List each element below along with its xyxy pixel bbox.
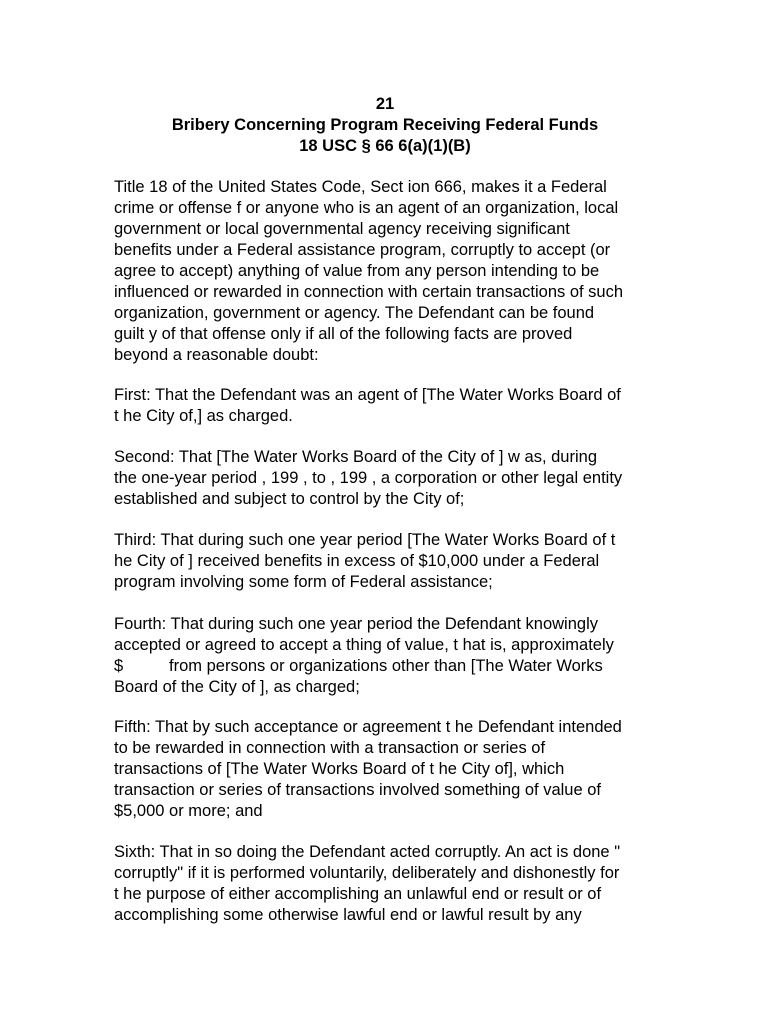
- paragraph-line: Title 18 of the United States Code, Sect ion 666, makes it a Federal: [114, 178, 607, 196]
- paragraph-intro: [114, 177, 674, 366]
- paragraph-line: accepted or agreed to accept a thing of value, t hat is, approximately: [114, 636, 614, 654]
- paragraph-line: corruptly" if it is performed voluntarily, deliberately and dishonestly for: [114, 864, 620, 882]
- paragraph-line: transactions of [The Water Works Board of t he City of], which: [114, 760, 565, 778]
- paragraph-line: he City of ] received benefits in excess of $10,000 under a Federal: [114, 552, 600, 570]
- paragraph-fifth-element: [114, 717, 674, 822]
- paragraph-line: Second: That [The Water Works Board of the City of ] w as, during: [114, 448, 597, 466]
- paragraph-line: transaction or series of transactions involved something of value of: [114, 781, 602, 799]
- paragraph-line: program involving some form of Federal assistance;: [114, 573, 493, 591]
- paragraph-line: government or local governmental agency receiving significant: [114, 220, 570, 238]
- paragraph-line: crime or offense f or anyone who is an agent of an organization, local: [114, 199, 619, 217]
- paragraph-line: Fifth: That by such acceptance or agreement t he Defendant intended: [114, 718, 622, 736]
- paragraph-fourth-element: [114, 614, 674, 698]
- paragraph-second-element: [114, 447, 674, 510]
- paragraph-third-element: [114, 530, 674, 593]
- paragraph-line: influenced or rewarded in connection with certain transactions of such: [114, 283, 624, 301]
- paragraph-first-element: [114, 385, 674, 427]
- statute-citation: 18 USC § 66 6(a)(1)(B): [299, 137, 471, 155]
- paragraph-line: Board of the City of ], as charged;: [114, 678, 360, 696]
- paragraph-line: Fourth: That during such one year period the Defendant knowingly: [114, 615, 598, 633]
- paragraph-line: Sixth: That in so doing the Defendant acted corruptly. An act is done ": [114, 843, 621, 861]
- paragraph-line: the one-year period , 199 , to , 199 , a corporation or other legal entity: [114, 469, 623, 487]
- paragraph-line: agree to accept) anything of value from any person intending to be: [114, 262, 600, 280]
- paragraph-line: $5,000 or more; and: [114, 802, 263, 820]
- paragraph-line: First: That the Defendant was an agent of [The Water Works Board of: [114, 386, 621, 404]
- paragraph-line: benefits under a Federal assistance program, corruptly to accept (or: [114, 241, 611, 259]
- paragraph-sixth-element: [114, 842, 674, 926]
- paragraph-line: Third: That during such one year period [The Water Works Board of t: [114, 531, 616, 549]
- paragraph-line: t he purpose of either accomplishing an unlawful end or result or of: [114, 885, 602, 903]
- paragraph-line: $ from persons or organizations other than [The Water Works: [114, 657, 603, 675]
- paragraph-line: beyond a reasonable doubt:: [114, 346, 319, 364]
- paragraph-line: established and subject to control by the City of;: [114, 490, 465, 508]
- paragraph-line: to be rewarded in connection with a transaction or series of: [114, 739, 546, 757]
- instruction-number: 21: [375, 95, 395, 113]
- instruction-title: Bribery Concerning Program Receiving Federal Funds: [171, 116, 599, 134]
- paragraph-line: t he City of,] as charged.: [114, 407, 293, 425]
- paragraph-line: organization, government or agency. The Defendant can be found: [114, 304, 595, 322]
- paragraph-line: accomplishing some otherwise lawful end or lawful result by any: [114, 906, 582, 924]
- paragraph-line: guilt y of that offense only if all of the following facts are proved: [114, 325, 573, 343]
